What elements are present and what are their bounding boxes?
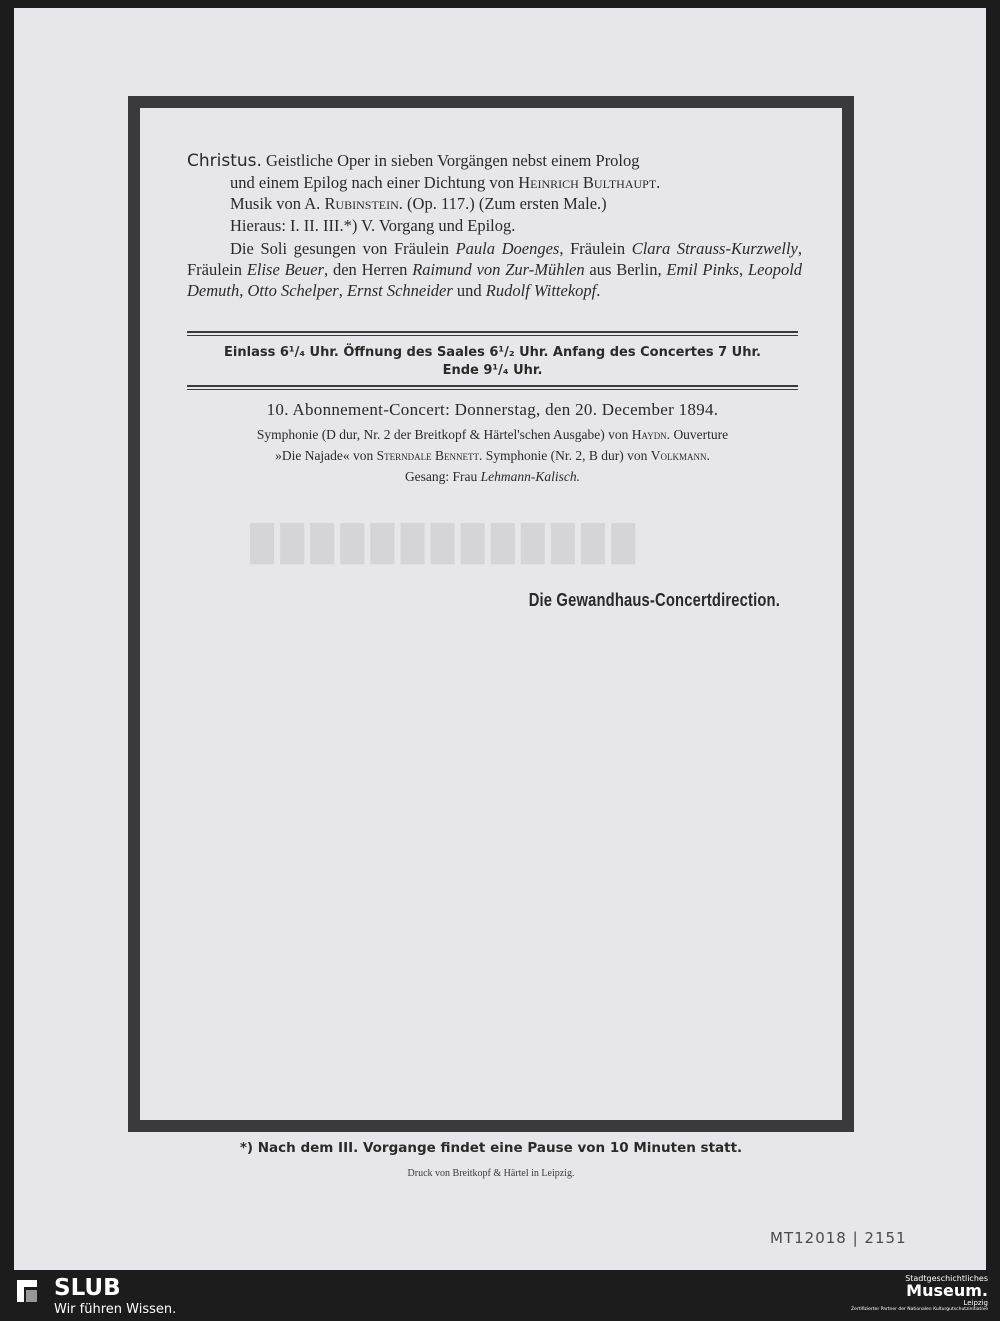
footnote: *) Nach dem III. Vorgange findet eine Pause von 10 Minuten statt. <box>239 1140 743 1156</box>
singer-name: Lehmann-Kalisch. <box>480 469 581 484</box>
program-intro: Geistliche Oper in sieben Vorgängen nebst einem Prolog <box>266 151 640 170</box>
program-line2: und einem Epilog nach einer Dichtung von Heinrich Bulthaupt. <box>230 173 661 192</box>
program-line3: Musik von A. Rubinstein. (Op. 117.) (Zum ersten Male.) <box>230 194 607 213</box>
printer-imprint: Druck von Breitkopf & Härtel in Leipzig. <box>407 1168 575 1179</box>
singer-name: Ernst Schneider <box>346 281 453 300</box>
next-concert-program: Symphonie (D dur, Nr. 2 der Breitkopf & Härtel'schen Ausgabe) von Haydn. Ouverture »Die Najade« von Sterndale Bennett. Symphonie (Nr. 2, B dur) von Volkmann. Gesang: Frau Lehmann-Kalisch. <box>256 427 729 484</box>
next-concert-title: 10. Abonnement-Concert: Donnerstag, den 20. December 1894. <box>266 400 719 419</box>
singer-name: Otto Schelper <box>247 281 339 300</box>
singer-name: Rudolf Wittekopf <box>485 281 597 300</box>
library-name: SLUB <box>54 1275 121 1301</box>
double-rule-top <box>187 331 798 336</box>
singer-name: Clara Strauss-Kurzwelly <box>631 239 798 258</box>
singer-name: Elise Beuer <box>246 260 325 279</box>
program-excerpt: Hieraus: I. II. III.*) V. Vorgang und Epilog. <box>230 216 516 235</box>
librettist-name: Heinrich Bulthaupt. <box>518 173 661 192</box>
soloists-paragraph: Die Soli gesungen von Fräulein Paula Doenges, Fräulein Clara Strauss-Kurzwelly, Fräulein Elise Beuer, den Herren Raimund von Zur-Mühlen aus Berlin, Emil Pinks, Leopold Demuth, Otto Schelper, Ernst Schneider und Rudolf Wittekopf. <box>187 239 803 300</box>
schedule-line2: Ende 9¹/₄ Uhr. <box>442 363 543 378</box>
singer-name: Raimund von Zur-Mühlen <box>412 260 585 279</box>
program-title-line <box>187 150 802 172</box>
next-concert-section <box>187 400 798 487</box>
composer-name: Haydn. <box>631 427 671 442</box>
slub-logo-icon <box>14 1278 40 1304</box>
singer-name: Paula Doenges <box>455 239 560 258</box>
composer-name: Volkmann. <box>650 448 710 463</box>
library-slogan: Wir führen Wissen. <box>54 1302 177 1317</box>
handwritten-shelfmark: MT12018 | 2151 <box>770 1229 907 1247</box>
composer-name: Rubinstein. <box>324 194 403 213</box>
museum-logo: Stadtgeschichtliches Museum. Leipzig Zertifizierter Partner der Nationalen Kulturgutschutzinitiative <box>851 1274 988 1312</box>
program-paragraph <box>187 150 802 301</box>
show-through-shadow: █████████████ <box>250 525 642 562</box>
double-rule-bottom <box>187 385 798 390</box>
singer-name: Emil Pinks <box>666 260 740 279</box>
composer-name: Sterndale Bennett. <box>376 448 483 463</box>
schedule-line1: Einlass 6¹/₄ Uhr. Öffnung des Saales 6¹/₂ Uhr. Anfang des Concertes 7 Uhr. <box>224 345 761 360</box>
concert-direction-signature: Die Gewandhaus-Concertdirection. <box>528 590 780 610</box>
schedule-hours <box>187 344 798 380</box>
program-title: Christus. <box>187 151 262 171</box>
footer-bar <box>0 1270 1000 1321</box>
singer-name: Leopold Demuth <box>187 260 803 300</box>
